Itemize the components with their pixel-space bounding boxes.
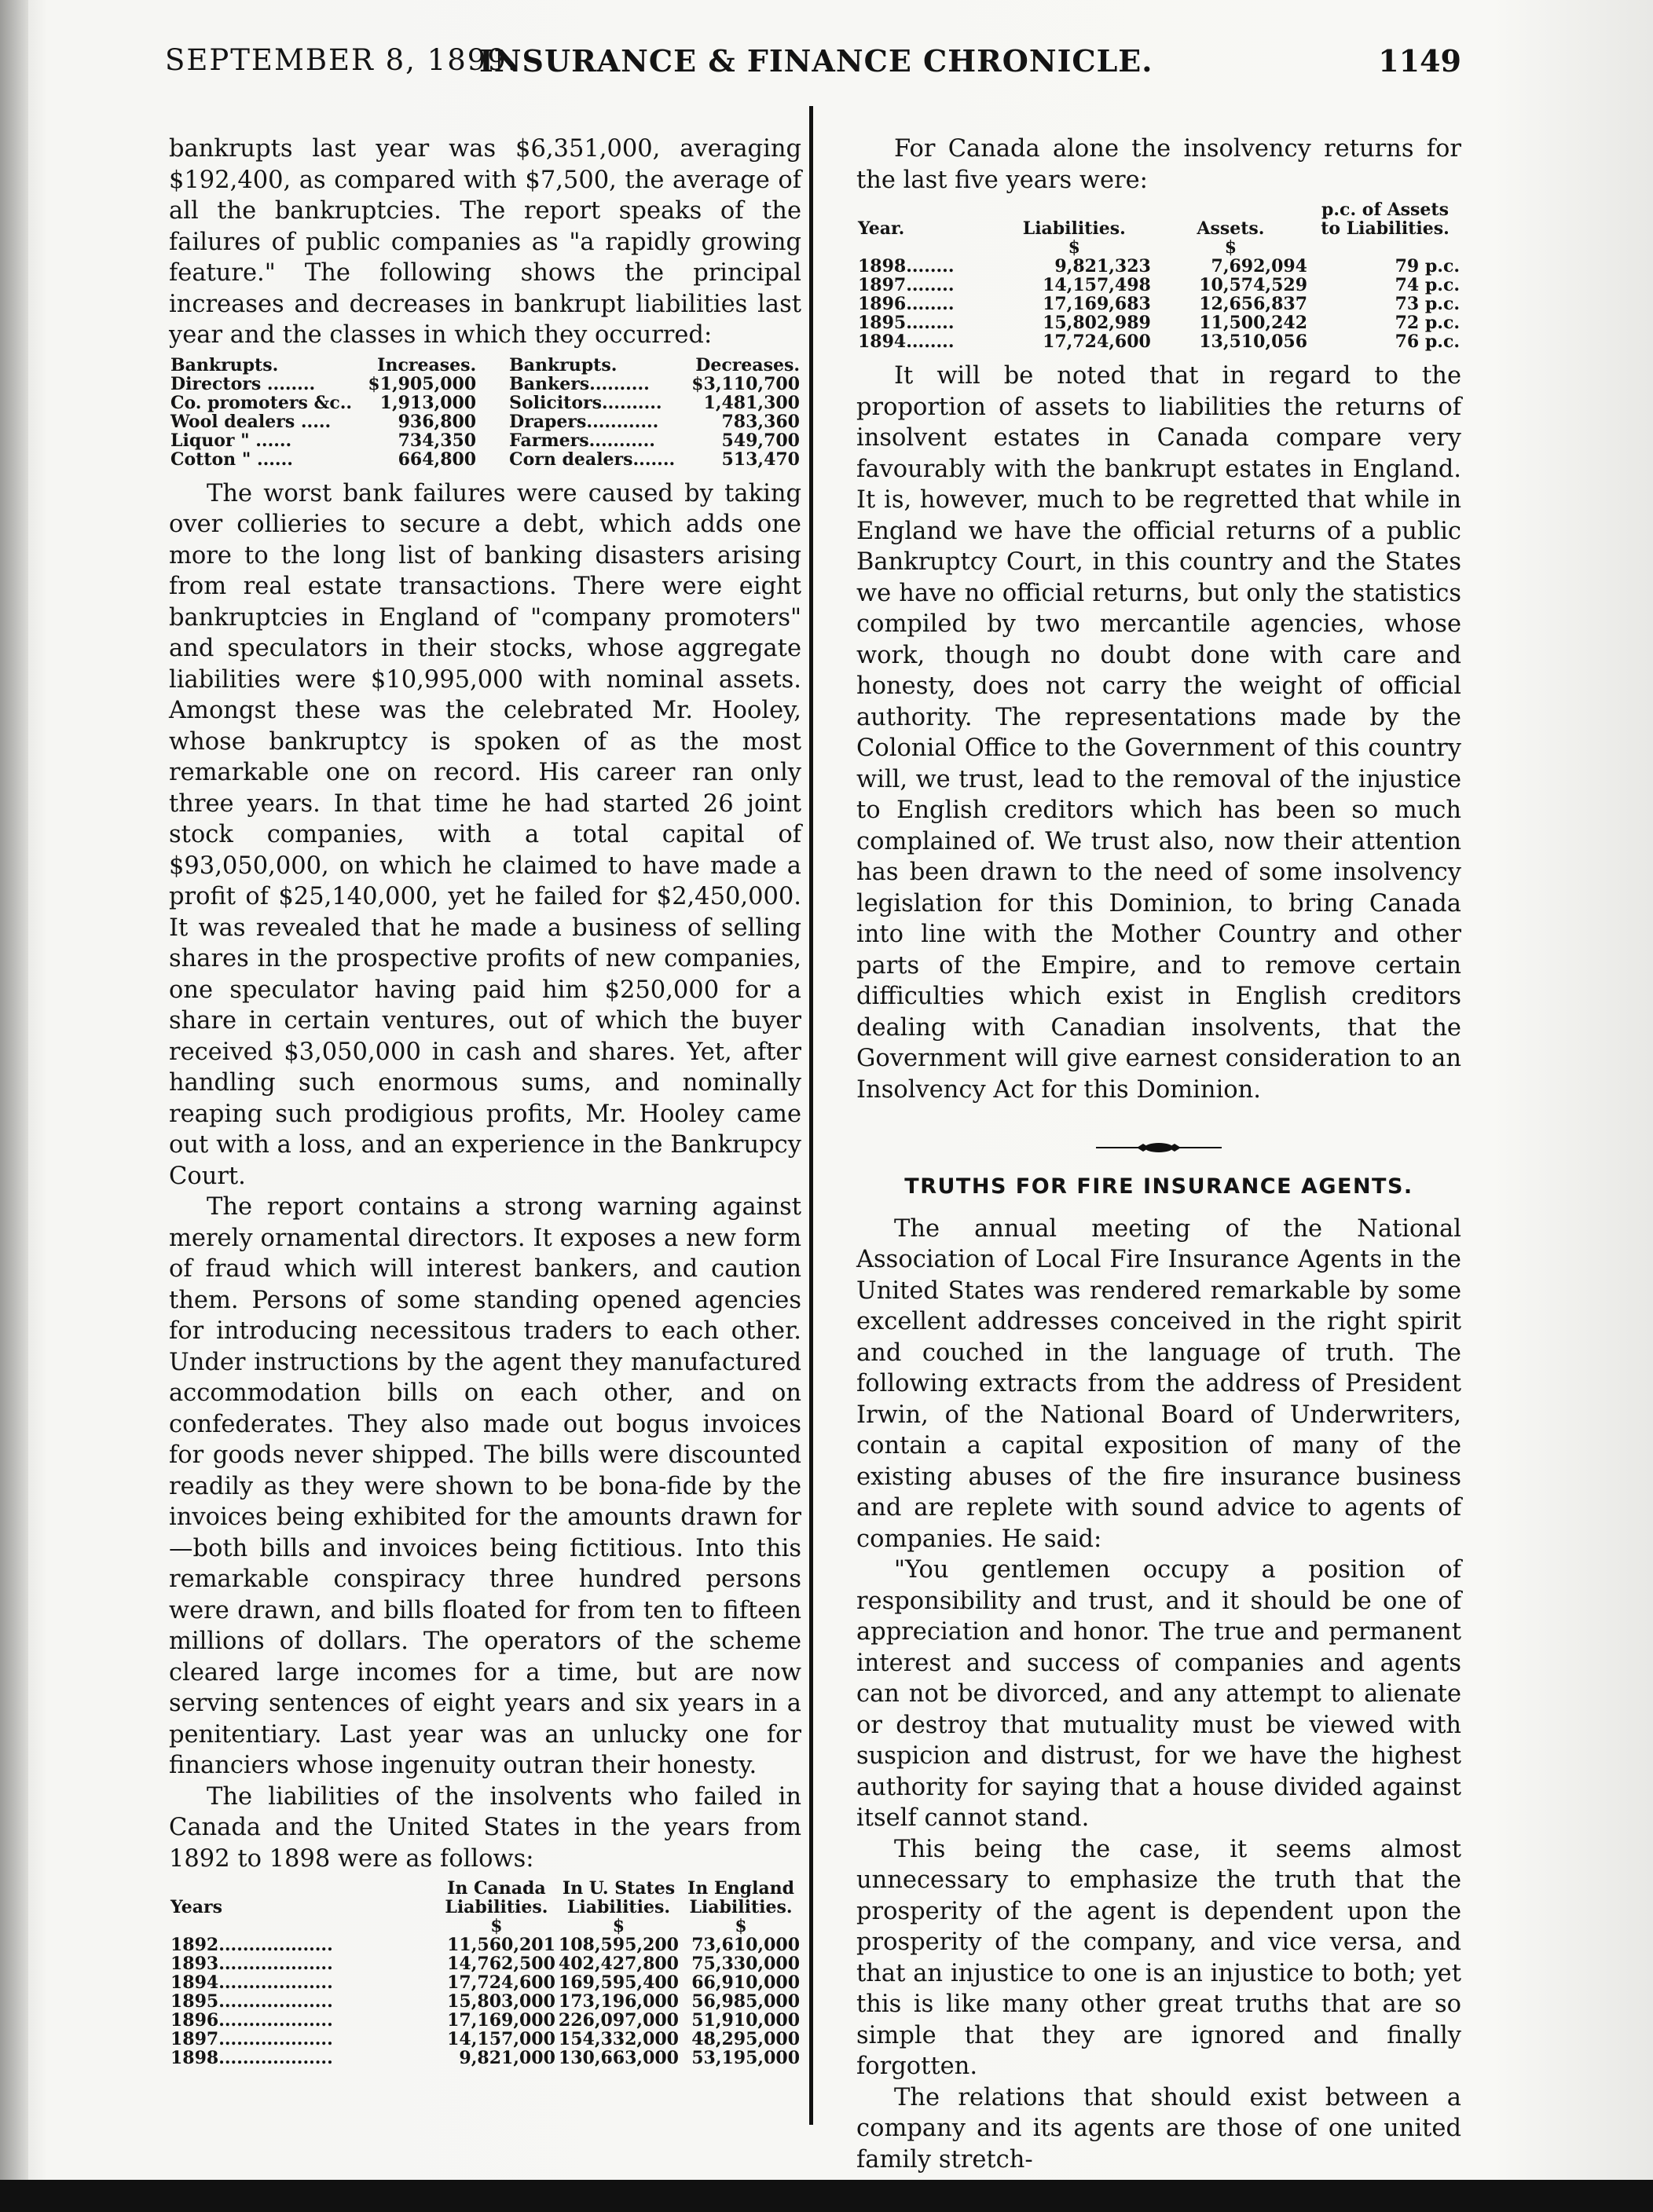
table-cell: Directors ........ [170,373,316,394]
table-cell: Drapers............ [509,411,659,432]
table-cell: 17,724,600 [447,1972,555,1993]
unit-label: $ [612,1916,625,1936]
table-cell: 1893................... [170,1954,333,1974]
page-header [165,43,1461,98]
table-cell: 14,157,000 [447,2029,555,2049]
table-cell: 734,350 [398,430,477,451]
left-page-edge [0,0,28,2180]
unit-label [1309,238,1461,257]
table-row [169,2011,801,2030]
table-row [169,2049,801,2067]
unit-label [169,1917,436,1936]
right-column [856,134,1461,2175]
table-cell: 7,692,094 [1211,256,1307,276]
table-cell: 11,560,201 [447,1935,555,1955]
table-row [169,375,801,394]
table-row [856,313,1461,332]
paragraph: The relations that should exist between a company and its agents are those of one united family stretch- [856,2083,1461,2174]
table-cell: 1,913,000 [379,392,477,413]
table-cell: 549,700 [721,430,800,451]
table-cell: 53,195,000 [691,2048,800,2068]
table-cell: 169,595,400 [558,1972,679,1993]
table-header: Bankrupts. [509,354,618,375]
table-cell: 9,821,000 [459,2048,555,2068]
table-header: In Canada Liabilities. [445,1878,548,1917]
table-cell: 14,762,500 [447,1954,555,1974]
table-row [856,257,1461,276]
table-cell: 936,800 [398,411,477,432]
table-cell: Liquor " ...... [170,430,292,451]
table-header: Liabilities. [1022,218,1126,239]
table-cell: 154,332,000 [558,2029,679,2049]
table-cell: 1897........ [858,275,955,295]
table-header: Bankrupts. [170,354,279,375]
table-cell: 11,500,242 [1199,313,1307,333]
table-row [169,450,801,469]
table-cell: 15,802,989 [1043,313,1151,333]
table-header: Years [170,1897,223,1917]
table-cell: 15,803,000 [447,1991,555,2012]
table-cell: 664,800 [398,449,477,470]
table-cell: 56,985,000 [691,1991,800,2012]
paragraph: The worst bank failures were caused by taking over collieries to secure a debt, which adds one more to the long list of banking disasters arising from real estate transactions. There were eight bankruptcies in England of "company promoters" and speculators in their stocks, whose aggregate liabilities were $10,995,000 with nominal assets. Amongst these was the celebrated Mr. Hooley, whose bankruptcy is spoken of as the most remarkable one on record. His career ran only three years. In that time he had started 26 joint stock companies, with a total capital of $93,050,000, on which he claimed to have made a profit of $25,140,000, yet he failed for $2,450,000. It was revealed that he made a business of selling shares in the prospective profits of new companies, one speculator having paid him $250,000 for a share in certain ventures, out of which the buyer received $3,050,000 in cash and shares. Yet, after handling such enormous sums, and nominally reaping such prodigious profits, Mr. Hooley came out with a loss, and an experience in the Bankrupcy Court. [169,479,801,1190]
paragraph: This being the case, it seems almost unnecessary to emphasize the truth that the prosperity of the agent is dependent upon the prosperity of the company, and vice versa, and that an injustice to one is an injustice to both; yet this is like many other great truths that are so simple that they are ignored and finally forgotten. [856,1835,1461,2080]
table-row [169,2030,801,2049]
table-cell: 1895........ [858,313,955,333]
table-cell: 173,196,000 [558,1991,679,2012]
table-cell: 79 p.c. [1395,256,1460,276]
table-cell: 17,169,000 [447,2010,555,2031]
table-cell: 1,481,300 [703,392,800,413]
table-row [856,295,1461,313]
table-row [169,1954,801,1973]
table-cell: Corn dealers....... [509,449,676,470]
table-cell: 130,663,000 [558,2048,679,2068]
unit-label: $ [735,1916,747,1936]
table-header: Decreases. [695,354,800,375]
table-cell: 1896........ [858,294,955,314]
table-cell: 74 p.c. [1395,275,1460,295]
table-cell: 1894................... [170,1972,333,1993]
table-header: Increases. [377,354,477,375]
table-cell: 17,169,683 [1043,294,1151,314]
table-header: In England Liabilities. [687,1878,795,1917]
table-cell: 108,595,200 [558,1935,679,1955]
unit-label: $ [490,1916,503,1936]
paragraph: bankrupts last year was $6,351,000, averaging $192,400, as compared with $7,500, the average of all the bankruptcies. The report speaks of the failures of public companies as "a rapidly growing feature." The following shows the principal increases and decreases in bankrupt liabilities last year and the classes in which they occurred: [169,135,801,349]
table-cell: 12,656,837 [1199,294,1307,314]
table-row [169,394,801,412]
table-cell: 402,427,800 [558,1954,679,1974]
table-cell: $1,905,000 [368,373,477,394]
table-header: p.c. of Assets to Liabilities. [1321,200,1450,239]
table-cell: 9,821,323 [1054,256,1151,276]
table-cell: 73 p.c. [1395,294,1460,314]
table-cell: 1894........ [858,331,955,352]
paragraph: The report contains a strong warning against merely ornamental directors. It exposes a new form of fraud which will interest bankers, and caution them. Persons of some standing opened agencies for introducing necessitous traders to each other. Under instructions by the agent they manufactured accommodation bills on each other, and on confederates. They also made out bogus invoices for goods never shipped. The bills were discounted readily as they were shown to be bona-fide by the invoices being exhibited for the amounts drawn for—both bills and invoices being fictitious. Into this remarkable conspiracy three hundred persons were drawn, and bills floated for from ten to fifteen millions of dollars. The operators of the scheme cleared large incomes for a time, but are now serving sentences of eight years and six years in a penitentiary. Last year was an unlucky one for financiers whose ingenuity outran their honesty. [169,1193,801,1779]
table-row [856,332,1461,351]
table-cell: 1898........ [858,256,955,276]
table-cell: 13,510,056 [1199,331,1307,352]
table-cell: Farmers........... [509,430,655,451]
publication-title: INSURANCE & FINANCE CHRONICLE. [479,43,1153,79]
table-cell: Cotton " ...... [170,449,293,470]
table-row [169,1992,801,2011]
table-cell: 51,910,000 [691,2010,800,2031]
unit-label [856,238,996,257]
table-cell: 72 p.c. [1395,313,1460,333]
bankrupt-classes-table [169,356,801,469]
left-column [169,134,801,2077]
ornamental-divider [1096,1140,1222,1155]
table-cell: 513,470 [721,449,800,470]
table-cell: 14,157,498 [1043,275,1151,295]
table-cell: 17,724,600 [1043,331,1151,352]
page-number: 1149 [1378,43,1461,79]
column-divider [809,106,813,2125]
table-cell: 1892................... [170,1935,333,1955]
paragraph: For Canada alone the insolvency returns for the last five years were: [856,135,1461,194]
table-cell: 1895................... [170,1991,333,2012]
paragraph: It will be noted that in regard to the proportion of assets to liabilities the returns of insolvent estates in Canada compare very favourably with the bankrupt estates in England. It is, however, much to be regretted that while in England we have the official returns of a public Bankruptcy Court, in this country and the States we have no official returns, but only the statistics compiled by two mercantile agencies, whose work, though no doubt done with care and honesty, does not carry the weight of official authority. The representations made by the Colonial Office to the Government of this country will, we trust, lead to the removal of the injustice to English creditors which has been so much complained of. We trust also, now their attention has been drawn to the need of some insolvency legislation for this Dominion, to bring Canada into line with the Mother Country and other parts of the Empire, and to remove certain difficulties which exist in English creditors dealing with Canadian insolvents, that the Government will give earnest consideration to an Insolvency Act for this Dominion. [856,362,1461,1104]
table-header: In U. States Liabilities. [562,1878,676,1917]
table-cell: 73,610,000 [691,1935,800,1955]
table-cell: 10,574,529 [1199,275,1307,295]
table-cell: 76 p.c. [1395,331,1460,352]
insolvent-liabilities-table [169,1879,801,2067]
table-row [856,276,1461,295]
canada-returns-table [856,200,1461,351]
table-cell: 1897................... [170,2029,333,2049]
scan-bottom-edge [0,2180,1653,2212]
table-header: Year. [858,218,905,239]
unit-label: $ [1224,237,1237,258]
table-cell: Co. promoters &c.. [170,392,353,413]
table-row [169,412,801,431]
table-cell: Wool dealers ..... [170,411,332,432]
paragraph: The liabilities of the insolvents who failed in Canada and the United States in the years from 1892 to 1898 were as follows: [169,1782,801,1873]
table-cell: $3,110,700 [691,373,800,394]
paragraph: The annual meeting of the National Association of Local Fire Insurance Agents in the United States was rendered remarkable by some excellent addresses conceived in the right spirit and couched in the language of truth. The following extracts from the address of President Irwin, of the National Board of Underwriters, contain a capital exposition of many of the existing abuses of the fire insurance business and are replete with sound advice to agents of companies. He said: [856,1214,1461,1553]
issue-date: SEPTEMBER 8, 1899. [165,43,519,77]
table-row [169,431,801,450]
article-heading: TRUTHS FOR FIRE INSURANCE AGENTS. [904,1174,1413,1199]
table-cell: 1898................... [170,2048,333,2068]
table-cell: 75,330,000 [691,1954,800,1974]
table-cell: 783,360 [721,411,800,432]
table-cell: 66,910,000 [691,1972,800,1993]
table-cell: Bankers.......... [509,373,650,394]
table-row [169,1973,801,1992]
unit-label: $ [1068,237,1080,258]
table-cell: Solicitors.......... [509,392,662,413]
table-row [169,1936,801,1954]
paragraph: "You gentlemen occupy a position of responsibility and trust, and it should be one of appreciation and honor. The true and permanent interest and success of companies and agents can not be divorced, and any attempt to alienate or destroy that mutuality must be viewed with suspicion and distrust, for we have the highest authority for saying that a house divided against itself cannot stand. [856,1556,1461,1832]
table-cell: 48,295,000 [691,2029,800,2049]
table-header: Assets. [1197,218,1265,239]
table-cell: 1896................... [170,2010,333,2031]
table-cell: 226,097,000 [558,2010,679,2031]
